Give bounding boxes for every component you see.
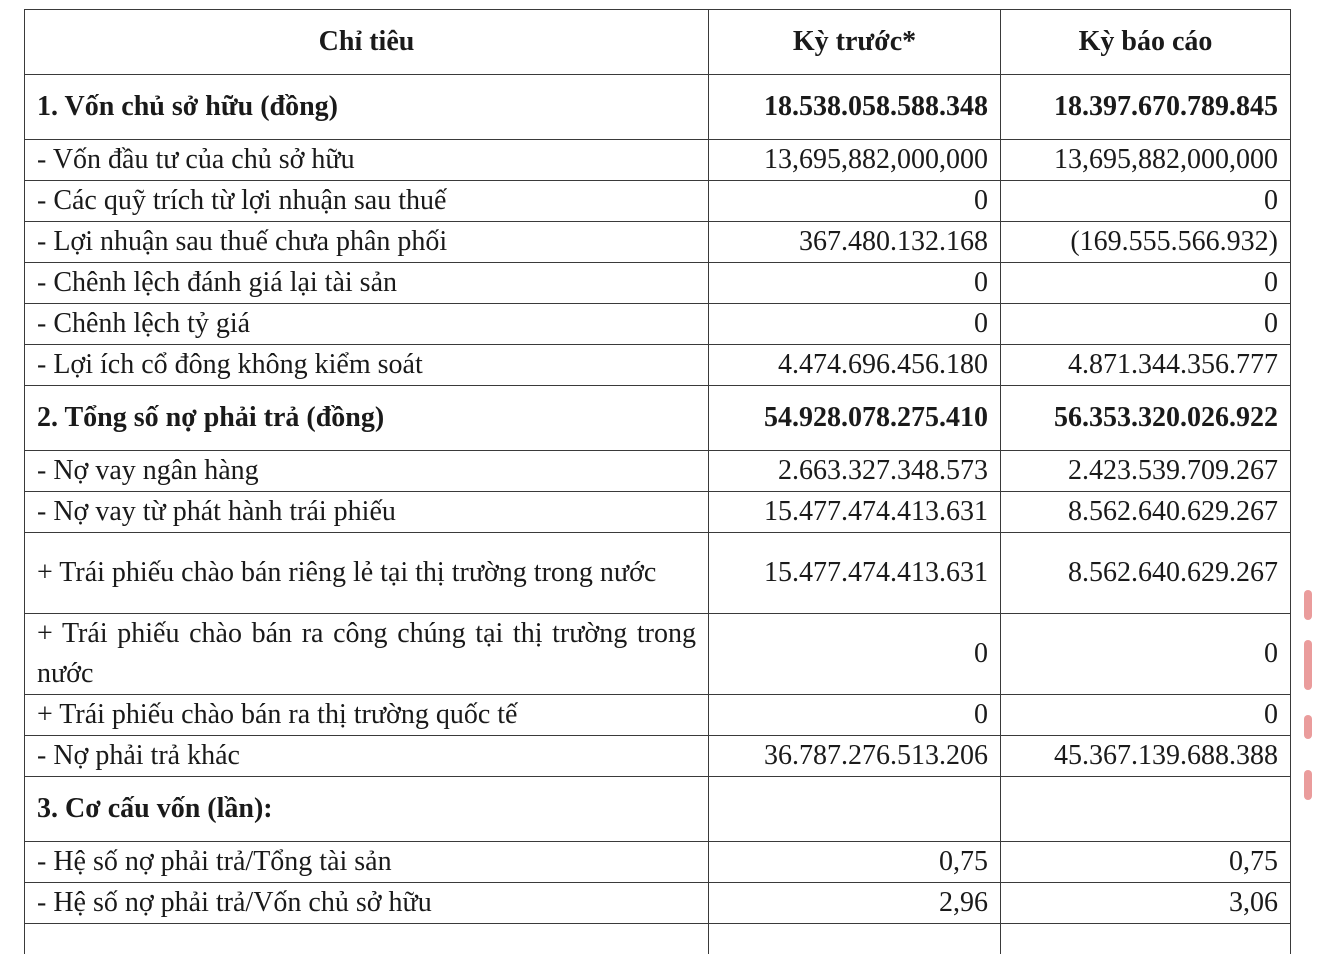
row-label: + Trái phiếu chào bán ra công chúng tại thị trường trong nước (25, 614, 709, 695)
row-label: + Trái phiếu chào bán ra thị trường quốc tế (25, 695, 709, 736)
red-stamp-mark (1304, 715, 1312, 739)
reporting-period-value: 3,06 (1001, 883, 1291, 924)
table-row (25, 924, 1291, 954)
table-row (25, 842, 1291, 883)
reporting-period-value: (169.555.566.932) (1001, 222, 1291, 263)
reporting-period-value: 56.353.320.026.922 (1001, 386, 1291, 451)
red-stamp-mark (1304, 590, 1312, 620)
reporting-period-value (1001, 924, 1291, 954)
row-label: - Hệ số nợ phải trả/Tổng tài sản (25, 842, 709, 883)
previous-period-value: 54.928.078.275.410 (709, 386, 1001, 451)
reporting-period-value: 0,75 (1001, 842, 1291, 883)
previous-period-value: 15.477.474.413.631 (709, 492, 1001, 533)
table-row (25, 181, 1291, 222)
row-label: 2. Tổng số nợ phải trả (đồng) (25, 386, 709, 451)
table-row (25, 345, 1291, 386)
previous-period-value: 0 (709, 614, 1001, 695)
table-row (25, 614, 1291, 695)
previous-period-value: 15.477.474.413.631 (709, 533, 1001, 614)
reporting-period-value: 4.871.344.356.777 (1001, 345, 1291, 386)
previous-period-value: 13,695,882,000,000 (709, 140, 1001, 181)
reporting-period-value: 18.397.670.789.845 (1001, 75, 1291, 140)
previous-period-value (709, 924, 1001, 954)
reporting-period-value: 0 (1001, 695, 1291, 736)
reporting-period-value: 45.367.139.688.388 (1001, 736, 1291, 777)
table-header-row (25, 10, 1291, 75)
row-label: 1. Vốn chủ sở hữu (đồng) (25, 75, 709, 140)
section-row (25, 386, 1291, 451)
row-label: - Lợi nhuận sau thuế chưa phân phối (25, 222, 709, 263)
previous-period-value: 0 (709, 263, 1001, 304)
table-row (25, 304, 1291, 345)
row-label: - Nợ phải trả khác (25, 736, 709, 777)
reporting-period-value: 0 (1001, 263, 1291, 304)
reporting-period-value: 0 (1001, 614, 1291, 695)
previous-period-value: 0 (709, 181, 1001, 222)
table-row (25, 222, 1291, 263)
row-label: - Hệ số nợ phải trả/Vốn chủ sở hữu (25, 883, 709, 924)
financial-table (24, 9, 1291, 954)
section-row (25, 777, 1291, 842)
previous-period-value: 0 (709, 695, 1001, 736)
previous-period-value: 2.663.327.348.573 (709, 451, 1001, 492)
previous-period-value: 18.538.058.588.348 (709, 75, 1001, 140)
header-reporting-period: Kỳ báo cáo (1001, 10, 1291, 75)
previous-period-value: 0,75 (709, 842, 1001, 883)
reporting-period-value: 8.562.640.629.267 (1001, 492, 1291, 533)
previous-period-value: 0 (709, 304, 1001, 345)
row-label: - Chênh lệch tỷ giá (25, 304, 709, 345)
table-row (25, 533, 1291, 614)
previous-period-value: 2,96 (709, 883, 1001, 924)
reporting-period-value: 0 (1001, 304, 1291, 345)
header-indicator: Chỉ tiêu (25, 10, 709, 75)
red-stamp-mark (1304, 640, 1312, 690)
row-label: - Nợ vay ngân hàng (25, 451, 709, 492)
reporting-period-value: 0 (1001, 181, 1291, 222)
table-body (25, 75, 1291, 954)
previous-period-value: 36.787.276.513.206 (709, 736, 1001, 777)
reporting-period-value: 13,695,882,000,000 (1001, 140, 1291, 181)
row-label (25, 924, 709, 954)
table-row (25, 736, 1291, 777)
reporting-period-value: 2.423.539.709.267 (1001, 451, 1291, 492)
row-label: + Trái phiếu chào bán riêng lẻ tại thị trường trong nước (25, 533, 709, 614)
row-label: - Lợi ích cổ đông không kiểm soát (25, 345, 709, 386)
previous-period-value: 4.474.696.456.180 (709, 345, 1001, 386)
table-row (25, 492, 1291, 533)
reporting-period-value: 8.562.640.629.267 (1001, 533, 1291, 614)
previous-period-value (709, 777, 1001, 842)
header-previous-period: Kỳ trước* (709, 10, 1001, 75)
table-row (25, 263, 1291, 304)
table-row (25, 451, 1291, 492)
previous-period-value: 367.480.132.168 (709, 222, 1001, 263)
table-row (25, 883, 1291, 924)
table-row (25, 140, 1291, 181)
row-label: - Các quỹ trích từ lợi nhuận sau thuế (25, 181, 709, 222)
table-row (25, 695, 1291, 736)
section-row (25, 75, 1291, 140)
row-label: - Nợ vay từ phát hành trái phiếu (25, 492, 709, 533)
reporting-period-value (1001, 777, 1291, 842)
row-label: - Chênh lệch đánh giá lại tài sản (25, 263, 709, 304)
row-label: - Vốn đầu tư của chủ sở hữu (25, 140, 709, 181)
red-stamp-mark (1304, 770, 1312, 800)
row-label: 3. Cơ cấu vốn (lần): (25, 777, 709, 842)
